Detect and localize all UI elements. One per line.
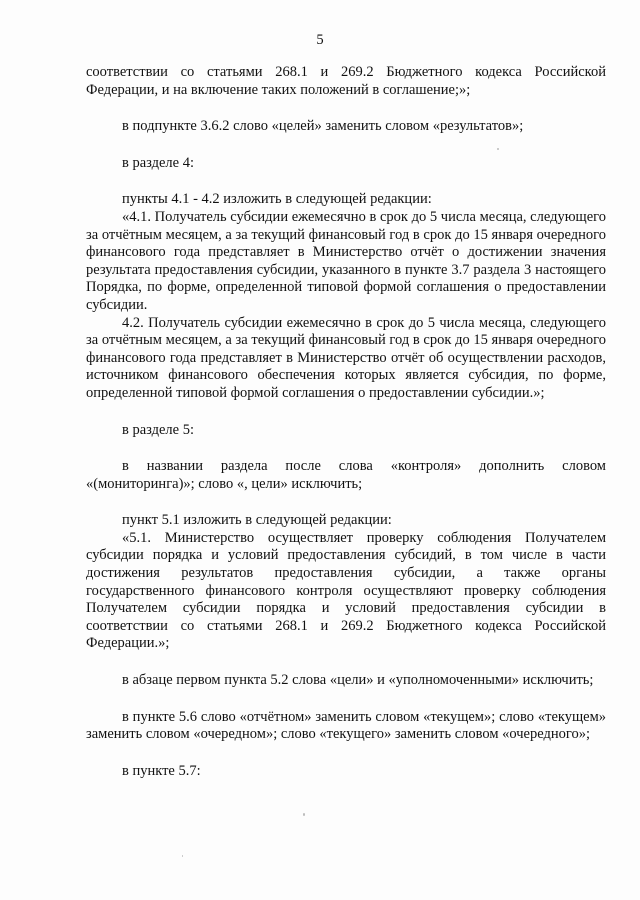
paragraph-section-5-heading: в разделе 5: <box>122 421 195 438</box>
document-body <box>86 64 606 780</box>
paragraph-continuation: соответствии со статьями 268.1 и 269.2 Бюджетного кодекса Российской Федерации, и на включение таких положений в соглашение;»; <box>86 64 606 98</box>
scan-speck <box>303 813 305 816</box>
paragraph-point-5-2-edit: в абзаце первом пункта 5.2 слова «цели» и «уполномоченными» исключить; <box>122 672 594 689</box>
paragraph-section-5-title-edit: в названии раздела после слова «контроля» дополнить словом «(мониторинга)»; слово «, цели» исключить; <box>86 458 606 492</box>
paragraph-point-4-1: «4.1. Получатель субсидии ежемесячно в срок до 5 числа месяца, следующего за отчётным месяцем, а за текущий финансовый год в срок до 15 января очередного финансового года представляет в Министерство отчёт о достижении значения результата предоставления субсидии, указанного в пункте 3.7 раздела 3 настоящего Порядка, по форме, определенной типовой формой соглашения о предоставлении субсидии. <box>86 208 606 313</box>
paragraph-point-5-7-intro: в пункте 5.7: <box>122 762 201 779</box>
scan-speck <box>182 855 183 857</box>
paragraph-points-4-1-4-2-intro: пункты 4.1 - 4.2 изложить в следующей редакции: <box>122 191 432 208</box>
paragraph-point-5-6-edit: в пункте 5.6 слово «отчётном» заменить словом «текущем»; слово «текущем» заменить словом «очередном»; слово «текущего» заменить словом «очередного»; <box>86 708 606 743</box>
scan-speck <box>497 148 499 150</box>
paragraph-point-5-1-intro: пункт 5.1 изложить в следующей редакции: <box>122 512 392 529</box>
paragraph-section-4-heading: в разделе 4: <box>122 154 195 171</box>
page-number: 5 <box>316 32 324 48</box>
paragraph-point-5-1: «5.1. Министерство осуществляет проверку соблюдения Получателем субсидии порядка и условий предоставления субсидий, в том числе в части достижения результатов предоставления субсидии, а также органы государственного финансового контроля осуществляют проверку соблюдения Получателем субсидии порядка и условий предоставления субсидии в соответствии со статьями 268.1 и 269.2 Бюджетного кодекса Российской Федерации.»; <box>86 529 606 652</box>
paragraph-point-4-2: 4.2. Получатель субсидии ежемесячно в срок до 5 числа месяца, следующего за отчётным месяцем, а за текущий финансовый год в срок до 15 января очередного финансового года представляет в Министерство отчёт об осуществлении расходов, источником финансового обеспечения которых является субсидия, по форме, определенной типовой формой соглашения о предоставлении субсидии.»; <box>86 314 606 401</box>
paragraph-subpoint-3-6-2: в подпункте 3.6.2 слово «целей» заменить словом «результатов»; <box>122 118 524 135</box>
